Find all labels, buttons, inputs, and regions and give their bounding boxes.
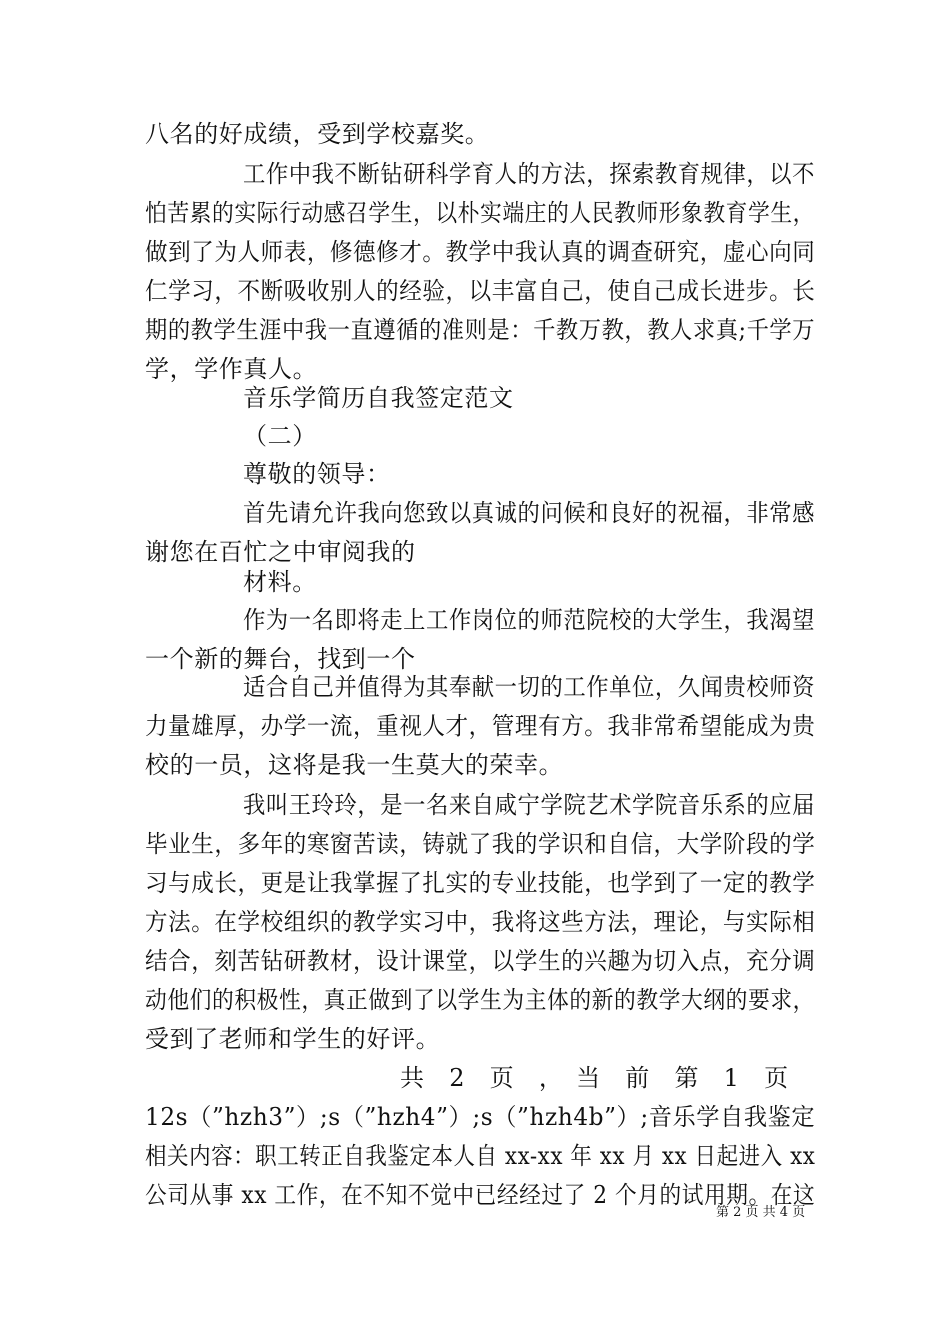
page-footer: 第 2 页 共 4 页: [716, 1205, 806, 1220]
text-line: 八名的好成绩，受到学校嘉奖。: [145, 120, 490, 148]
text-line: 相关内容：职工转正自我鉴定本人自 xx-xx 年 xx 月 xx 日起进入 xx: [145, 1142, 816, 1170]
text-line: 力量雄厚，办学一流，重视人才，管理有方。我非常希望能成为贵: [145, 712, 816, 740]
section-number: （二）: [243, 422, 317, 450]
text-line: 公司从事 xx 工作，在不知不觉中已经经过了 2 个月的试用期。在这: [145, 1181, 816, 1209]
text-line: 结合，刻苦钻研教材，设计课堂，以学生的兴趣为切入点，充分调: [145, 947, 816, 975]
text-line: 毕业生，多年的寒窗苦读，铸就了我的学识和自信，大学阶段的学: [145, 830, 816, 858]
text-line: 学，学作真人。: [145, 355, 318, 383]
text-line: 我叫王玲玲，是一名来自咸宁学院艺术学院音乐系的应届: [243, 791, 815, 819]
text-line: 工作中我不断钻研科学育人的方法，探索教育规律，以不: [243, 160, 815, 188]
text-line: 方法。在学校组织的教学实习中，我将这些方法，理论，与实际相: [145, 908, 816, 936]
text-line: 仁学习，不断吸收别人的经验，以丰富自己，使自己成长进步。长: [145, 277, 816, 305]
text-line: 谢您在百忙之中审阅我的: [145, 538, 416, 566]
text-line: 一个新的舞台，找到一个: [145, 645, 416, 673]
text-line: 作为一名即将走上工作岗位的师范院校的大学生，我渴望: [243, 606, 815, 634]
text-line: 受到了老师和学生的好评。: [145, 1025, 441, 1053]
page-count-line: 共 2 页 ， 当 前 第 1 页: [400, 1064, 789, 1092]
section-title: 音乐学简历自我签定范文: [243, 384, 514, 412]
text-line: 期的教学生涯中我一直遵循的准则是：千教万教，教人求真;千学万: [145, 316, 816, 344]
text-line: 首先请允许我向您致以真诚的问候和良好的祝福，非常感: [243, 499, 815, 527]
text-line: 适合自己并值得为其奉献一切的工作单位，久闻贵校师资: [243, 673, 815, 701]
text-line: 做到了为人师表，修德修才。教学中我认真的调查研究，虚心向同: [145, 238, 816, 266]
text-line: 材料。: [243, 568, 317, 596]
text-line: 12s（”hzh3”）;s（”hzh4”）;s（”hzh4b”）;音乐学自我鉴定: [145, 1103, 816, 1131]
salutation: 尊敬的领导：: [243, 460, 391, 488]
text-line: 校的一员，这将是我一生莫大的荣幸。: [145, 751, 564, 779]
text-line: 动他们的积极性，真正做到了以学生为主体的新的教学大纲的要求，: [145, 986, 815, 1014]
text-line: 习与成长，更是让我掌握了扎实的专业技能，也学到了一定的教学: [145, 869, 816, 897]
text-line: 怕苦累的实际行动感召学生，以朴实端庄的人民教师形象教育学生，: [145, 199, 815, 227]
